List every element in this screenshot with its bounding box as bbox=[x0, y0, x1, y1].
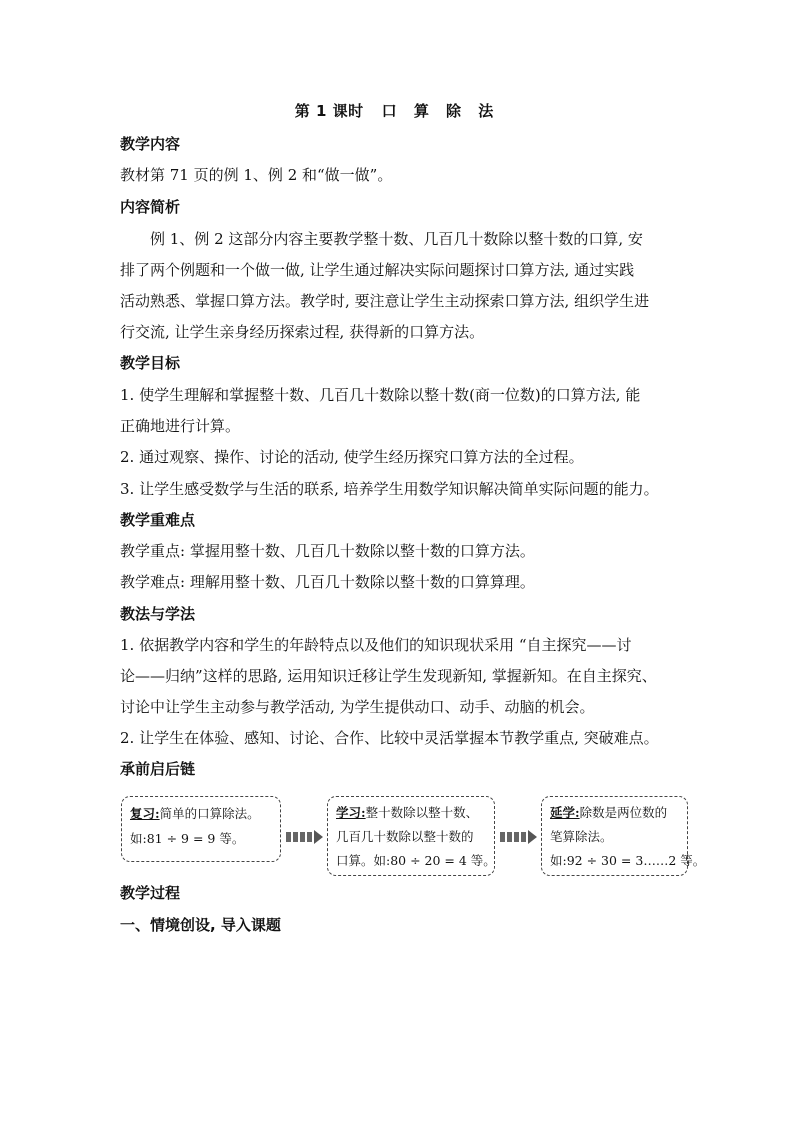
arrow-right-icon bbox=[286, 830, 323, 844]
section-heading-process: 教学过程 bbox=[120, 884, 181, 902]
page-title bbox=[0, 100, 794, 121]
learn-line: 几百几十数除以整十数的 bbox=[336, 829, 474, 844]
methods-line: 讨论中让学生主动参与教学活动, 为学生提供动口、动手、动脑的机会。 bbox=[120, 698, 595, 716]
keypoint-line: 教学重点: 掌握用整十数、几百几十数除以整十数的口算方法。 bbox=[120, 542, 535, 560]
extend-line: 除数是两位数的 bbox=[579, 805, 668, 820]
learn-line: 整十数除以整十数、 bbox=[365, 805, 479, 820]
goals-line: 3. 让学生感受数学与生活的联系, 培养学生用数学知识解决简单实际问题的能力。 bbox=[120, 480, 659, 498]
analysis-line: 例 1、例 2 这部分内容主要教学整十数、几百几十数除以整十数的口算, 安 bbox=[150, 230, 643, 248]
section-heading-chain: 承前启后链 bbox=[120, 760, 196, 778]
goals-line: 正确地进行计算。 bbox=[120, 417, 241, 435]
arrow-right-icon bbox=[500, 830, 537, 844]
analysis-line: 行交流, 让学生亲身经历探索过程, 获得新的口算方法。 bbox=[120, 323, 485, 341]
section-heading-content: 教学内容 bbox=[120, 135, 181, 153]
process-subheading: 一、情境创设, 导入课题 bbox=[120, 916, 281, 934]
extend-line: 如:92 ÷ 30 = 3……2 等。 bbox=[550, 853, 706, 868]
section-heading-keypoints: 教学重难点 bbox=[120, 511, 196, 529]
review-tag: 复习: bbox=[130, 806, 160, 821]
analysis-line: 排了两个例题和一个做一做, 让学生通过解决实际问题探讨口算方法, 通过实践 bbox=[120, 261, 635, 279]
section-heading-methods: 教法与学法 bbox=[120, 605, 196, 623]
methods-line: 2. 让学生在体验、感知、讨论、合作、比较中灵活掌握本节教学重点, 突破难点。 bbox=[120, 729, 659, 747]
analysis-line: 活动熟悉、掌握口算方法。教学时, 要注意让学生主动探索口算方法, 组织学生进 bbox=[120, 292, 650, 310]
lesson-number: 第 1 课时 bbox=[294, 102, 364, 120]
chain-box-review bbox=[121, 796, 281, 862]
chain-box-extend bbox=[541, 796, 706, 876]
section-heading-goals: 教学目标 bbox=[120, 354, 181, 372]
review-line: 简单的口算除法。 bbox=[159, 806, 260, 821]
extend-line: 笔算除法。 bbox=[550, 829, 613, 844]
learn-line: 口算。如:80 ÷ 20 = 4 等。 bbox=[336, 853, 496, 868]
extend-tag: 延学: bbox=[550, 805, 580, 820]
review-line: 如:81 ÷ 9 = 9 等。 bbox=[130, 831, 245, 846]
methods-line: 论——归纳”这样的思路, 运用知识迁移让学生发现新知, 掌握新知。在自主探究、 bbox=[120, 667, 657, 685]
chain-box-learn bbox=[327, 796, 495, 876]
goals-line: 1. 使学生理解和掌握整十数、几百几十数除以整十数(商一位数)的口算方法, 能 bbox=[120, 386, 641, 404]
content-text: 教材第 71 页的例 1、例 2 和“做一做”。 bbox=[120, 166, 393, 184]
goals-line: 2. 通过观察、操作、讨论的活动, 使学生经历探究口算方法的全过程。 bbox=[120, 448, 584, 466]
learn-tag: 学习: bbox=[336, 805, 366, 820]
keypoint-line: 教学难点: 理解用整十数、几百几十数除以整十数的口算算理。 bbox=[120, 573, 535, 591]
section-heading-analysis: 内容简析 bbox=[120, 198, 181, 216]
lesson-topic: 口 算 除 法 bbox=[381, 102, 500, 120]
methods-line: 1. 依据教学内容和学生的年龄特点以及他们的知识现状采用 “自主探究——讨 bbox=[120, 636, 632, 654]
